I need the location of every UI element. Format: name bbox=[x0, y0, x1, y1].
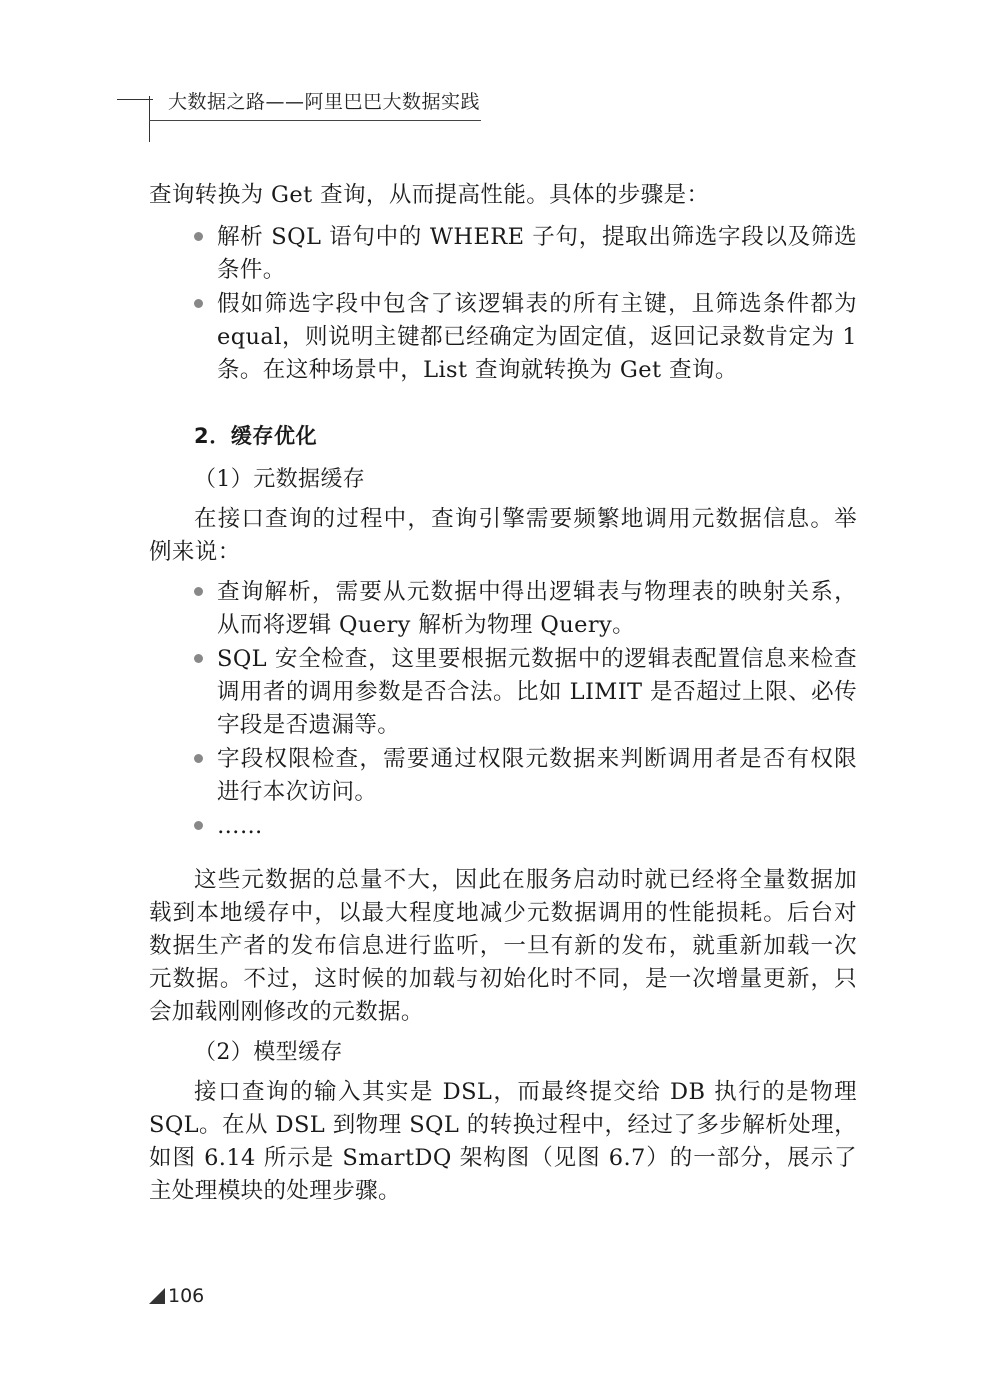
paragraph: 这些元数据的总量不大，因此在服务启动时就已经将全量数据加载到本地缓存中，以最大程度地减少元数据调用的性能损耗。后台对数据生产者的发布信息进行监听，一旦有新的发布，就重新加载一次元数据。不过，这时候的加载与初始化时不同，是一次增量更新，只会加载刚刚修改的元数据。 bbox=[149, 867, 857, 1025]
list-item-text: 查询解析，需要从元数据中得出逻辑表与物理表的映射关系，从而将逻辑 Query 解析为物理 Query。 bbox=[217, 579, 857, 638]
bullet-icon bbox=[194, 821, 203, 830]
paragraph: 接口查询的输入其实是 DSL，而最终提交给 DB 执行的是物理 SQL。在从 DSL 到物理 SQL 的转换过程中，经过了多步解析处理，如图 6.14 所示是 SmartDQ 架构图（见图 6.7）的一部分，展示了主处理模块的处理步骤。 bbox=[149, 1079, 857, 1204]
bullet-icon bbox=[194, 232, 203, 241]
list-item-text: 字段权限检查，需要通过权限元数据来判断调用者是否有权限进行本次访问。 bbox=[217, 746, 857, 805]
list-item-text: SQL 安全检查，这里要根据元数据中的逻辑表配置信息来检查调用者的调用参数是否合法。比如 LIMIT 是否超过上限、必传字段是否遗漏等。 bbox=[217, 646, 857, 738]
subsection-heading-model-cache: （2）模型缓存 bbox=[194, 1040, 343, 1065]
bullet-icon bbox=[194, 754, 203, 763]
list-item-text: 假如筛选字段中包含了该逻辑表的所有主键，且筛选条件都为 equal，则说明主键都已经确定为固定值，返回记录数肯定为 1 条。在这种场景中，List 查询就转换为 Get 查询。 bbox=[217, 291, 857, 383]
subsection-heading-metadata-cache: （1）元数据缓存 bbox=[194, 467, 366, 492]
list-item bbox=[149, 743, 857, 809]
running-header-title: 大数据之路——阿里巴巴大数据实践 bbox=[168, 91, 481, 113]
page-folio bbox=[149, 1285, 204, 1307]
page-number: 106 bbox=[168, 1285, 205, 1307]
header-rule-underline bbox=[149, 120, 481, 121]
bullet-icon bbox=[194, 299, 203, 308]
page-body bbox=[149, 179, 857, 1215]
list-item bbox=[149, 643, 857, 742]
paragraph: 在接口查询的过程中，查询引擎需要频繁地调用元数据信息。举例来说： bbox=[149, 506, 857, 565]
paragraph-intro: 查询转换为 Get 查询，从而提高性能。具体的步骤是： bbox=[149, 182, 710, 208]
bullet-list-metadata-uses bbox=[149, 576, 857, 843]
list-item bbox=[149, 221, 857, 287]
list-item bbox=[149, 810, 857, 843]
header-rule-left bbox=[117, 99, 153, 100]
list-item-text: …… bbox=[217, 813, 263, 839]
list-item bbox=[149, 288, 857, 387]
folio-triangle-icon bbox=[149, 1288, 165, 1304]
list-item bbox=[149, 576, 857, 642]
list-item-text: 解析 SQL 语句中的 WHERE 子句，提取出筛选字段以及筛选条件。 bbox=[217, 224, 857, 283]
bullet-icon bbox=[194, 654, 203, 663]
bullet-icon bbox=[194, 587, 203, 596]
section-heading: 2．缓存优化 bbox=[194, 424, 318, 448]
bullet-list-steps bbox=[149, 221, 857, 387]
header-rule-vertical bbox=[149, 96, 150, 142]
